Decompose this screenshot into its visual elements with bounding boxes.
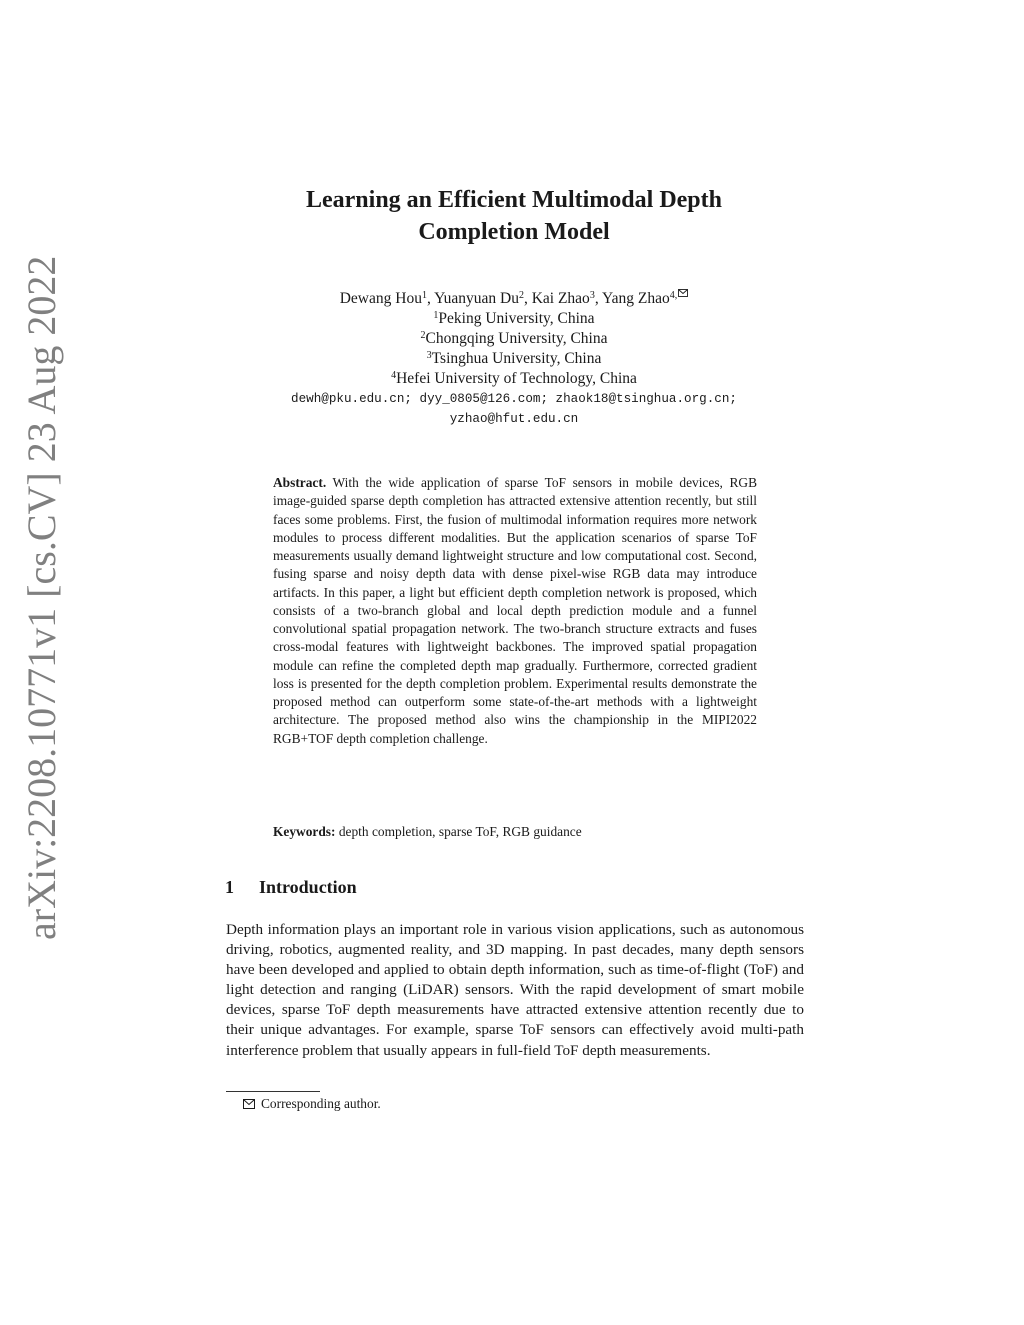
author-sup: 3 (589, 290, 595, 301)
footnote-text: Corresponding author. (261, 1096, 381, 1111)
email-line-1: dewh@pku.edu.cn; dyy_0805@126.com; zhaok18@tsinghua.org.cn; (291, 392, 737, 406)
affiliation: $^1$Peking University, China (433, 310, 595, 327)
author-sup: 2 (518, 290, 524, 301)
author-sup: 1 (421, 290, 427, 301)
author-block (224, 283, 804, 429)
author-name: Dewang Hou (339, 290, 422, 307)
arxiv-stamp: arXiv:2208.10771v1 [cs.CV] 23 Aug 2022 (19, 255, 64, 940)
section-heading (225, 877, 357, 898)
footnote-rule (226, 1091, 320, 1092)
author-name: Yuanyuan Du (434, 290, 519, 307)
abstract-text: With the wide application of sparse ToF sensors in mobile devices, RGB image-guided sparse depth completion has attracted extensive attention recently, but still faces some problems. First, the fusion of multimodal information requires more network modules to process different modalities. But the application scenarios of sparse ToF measurements usually demand lightweight structure and low computational cost. Second, fusing sparse and noisy depth data with dense pixel-wise RGB data may introduce artifacts. In this paper, a light but efficient depth completion network is proposed, which consists of a two-branch global and local depth prediction module and a funnel convolutional spatial propagation network. The two-branch structure extracts and fuses cross-modal features with lightweight backbones. The improved spatial propagation module can refine the completed depth map gradually. Furthermore, corrected gradient loss is presented for the depth completion problem. Experimental results demonstrate the proposed method can outperform some state-of-the-art methods with a lightweight architecture. The proposed method also wins the championship in the MIPI2022 RGB+TOF depth completion challenge. (273, 475, 757, 746)
section-number: 1 (225, 877, 234, 897)
author-sup: 4, (669, 290, 678, 301)
abstract (273, 474, 757, 748)
keywords-label: Keywords: (273, 824, 336, 839)
author-list: Dewang Hou$^1$, Yuanyuan Du$^2$, Kai Zhao$^3$, Yang Zhao$^{4,}$ (224, 283, 804, 309)
title-line-1: Learning an Efficient Multimodal Depth (305, 187, 722, 213)
abstract-label: Abstract. (273, 475, 327, 490)
title-line-2: Completion Model (418, 219, 610, 245)
email-line-2: yzhao@hfut.edu.cn (449, 412, 579, 426)
affiliation: $^4$Hefei University of Technology, China (391, 370, 637, 387)
author-name: Kai Zhao (531, 290, 590, 307)
affiliation: $^2$Chongqing University, China (420, 330, 608, 347)
author-name: Yang Zhao (602, 290, 670, 307)
affiliation: $^3$Tsinghua University, China (426, 350, 602, 367)
keywords-text: depth completion, sparse ToF, RGB guidance (338, 824, 582, 839)
envelope-icon (678, 283, 688, 303)
paper-title (224, 184, 804, 248)
footnote (243, 1095, 381, 1114)
envelope-icon (243, 1096, 255, 1114)
section-title: Introduction (259, 877, 357, 897)
intro-paragraph: Depth information plays an important role in various vision applications, such as autonomous driving, robotics, augmented reality, and 3D mapping. In past decades, many depth sensors have been developed and applied to obtain depth information, such as time-of-flight (ToF) and light detection and ranging (LiDAR) sensors. With the rapid development of smart mobile devices, sparse ToF depth measurements have attracted extensive attention recently due to their unique advantages. For example, sparse ToF sensors can effectively avoid multi-path interference problem that usually appears in full-field ToF depth measurements. (226, 921, 804, 1059)
keywords (273, 823, 757, 841)
